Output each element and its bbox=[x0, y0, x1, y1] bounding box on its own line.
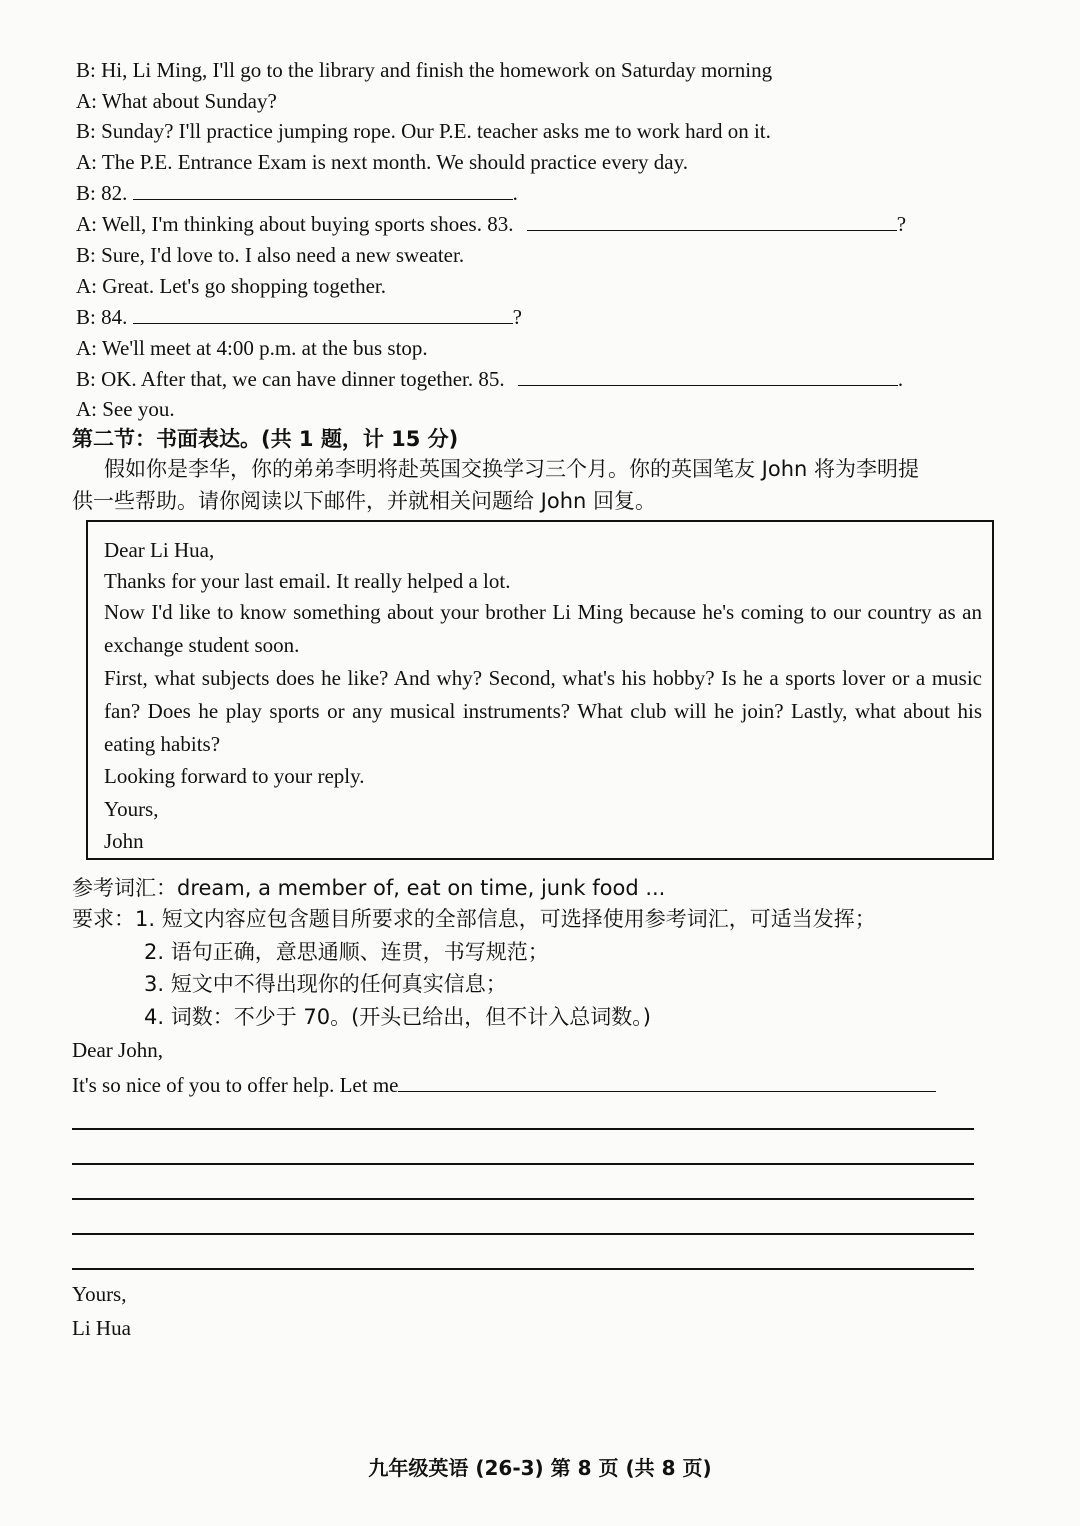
dialogue-text: See you. bbox=[102, 397, 175, 421]
speaker: B: bbox=[76, 58, 96, 82]
dialogue-text: What about Sunday? bbox=[101, 89, 277, 113]
dialogue-line-12 bbox=[76, 395, 175, 423]
speaker: A: bbox=[76, 397, 97, 421]
requirement-4: 4. 词数：不少于 70。(开头已给出，但不计入总词数。) bbox=[144, 1005, 651, 1029]
page-footer: 九年级英语 (26-3) 第 8 页 (共 8 页) bbox=[368, 1456, 712, 1480]
blank-end: . bbox=[897, 367, 904, 391]
dialogue-line-8 bbox=[76, 272, 386, 300]
writing-line-3[interactable] bbox=[72, 1198, 974, 1200]
dialogue-text: We'll meet at 4:00 p.m. at the bus stop. bbox=[101, 336, 428, 360]
writing-line-1[interactable] bbox=[72, 1128, 974, 1130]
dialogue-text: Great. Let's go shopping together. bbox=[102, 274, 386, 298]
dialogue-text: Hi, Li Ming, I'll go to the library and finish the homework on Saturday morning bbox=[101, 58, 773, 82]
blank-end: ? bbox=[896, 212, 907, 236]
dialogue-line-9 bbox=[76, 303, 522, 331]
requirement-3: 3. 短文中不得出现你的任何真实信息； bbox=[144, 972, 507, 996]
answer-blank-82[interactable] bbox=[133, 179, 513, 200]
dialogue-line-1 bbox=[76, 56, 772, 84]
answer-blank-84[interactable] bbox=[133, 303, 513, 324]
blank-end: ? bbox=[512, 305, 522, 329]
reply-greeting: Dear John, bbox=[72, 1038, 163, 1062]
requirement-2: 2. 语句正确，意思通顺、连贯，书写规范； bbox=[144, 940, 549, 964]
speaker: B: bbox=[76, 119, 96, 143]
reply-closing: Yours, bbox=[72, 1282, 127, 1306]
dialogue-text: Sure, I'd love to. I also need a new sweater. bbox=[101, 243, 465, 267]
email-line-1: Thanks for your last email. It really helped a lot. bbox=[104, 569, 511, 593]
answer-blank-83[interactable] bbox=[527, 210, 897, 231]
dialogue-text: Sunday? I'll practice jumping rope. Our P.E. teacher asks me to work hard on it. bbox=[101, 119, 771, 143]
section-intro-2: 供一些帮助。请你阅读以下邮件，并就相关问题给 John 回复。 bbox=[72, 489, 657, 513]
dialogue-text: The P.E. Entrance Exam is next month. We should practice every day. bbox=[101, 150, 689, 174]
reply-opening bbox=[72, 1071, 936, 1099]
answer-blank-85[interactable] bbox=[518, 365, 898, 386]
email-yours: Yours, bbox=[104, 797, 159, 821]
dialogue-text: 82. bbox=[101, 181, 128, 205]
section-title: 第二节：书面表达。(共 1 题，计 15 分) bbox=[72, 427, 459, 451]
dialogue-line-10 bbox=[76, 334, 428, 362]
speaker: A: bbox=[76, 274, 97, 298]
email-box bbox=[86, 520, 994, 860]
dialogue-line-5 bbox=[76, 179, 518, 207]
writing-line-4[interactable] bbox=[72, 1233, 974, 1235]
email-signature: John bbox=[104, 829, 144, 853]
dialogue-text: Well, I'm thinking about buying sports shoes. 83. bbox=[101, 212, 514, 236]
dialogue-text: OK. After that, we can have dinner together. 85. bbox=[101, 367, 505, 391]
dialogue-line-7 bbox=[76, 241, 464, 269]
dialogue-line-6 bbox=[76, 210, 906, 238]
speaker: B: bbox=[76, 181, 96, 205]
email-greeting: Dear Li Hua, bbox=[104, 538, 215, 562]
dialogue-text: 84. bbox=[101, 305, 128, 329]
dialogue-line-11 bbox=[76, 365, 903, 393]
speaker: B: bbox=[76, 367, 96, 391]
speaker: A: bbox=[76, 150, 97, 174]
email-closing: Looking forward to your reply. bbox=[104, 764, 365, 788]
speaker: A: bbox=[76, 89, 97, 113]
dialogue-line-3 bbox=[76, 117, 771, 145]
reference-vocab: 参考词汇：dream, a member of, eat on time, junk food ... bbox=[72, 876, 666, 900]
email-paragraph-2: First, what subjects does he like? And why? Second, what's his hobby? Is he a sports lover or a music fan? Does he play sports or any musical instruments? What club will he join? Lastly, what about his eating habits? bbox=[104, 666, 982, 756]
email-paragraph-1: Now I'd like to know something about your brother Li Ming because he's coming to our country as an exchange student soon. bbox=[104, 600, 982, 657]
blank-end: . bbox=[512, 181, 518, 205]
requirement-1: 要求：1. 短文内容应包含题目所要求的全部信息，可选择使用参考词汇，可适当发挥； bbox=[72, 907, 876, 931]
reply-signature: Li Hua bbox=[72, 1316, 131, 1340]
speaker: A: bbox=[76, 212, 97, 236]
writing-line-2[interactable] bbox=[72, 1163, 974, 1165]
dialogue-line-4 bbox=[76, 148, 688, 176]
reply-opening-text: It's so nice of you to offer help. Let me bbox=[72, 1073, 399, 1097]
dialogue-line-2 bbox=[76, 87, 277, 115]
speaker: B: bbox=[76, 243, 96, 267]
section-intro-1: 假如你是李华，你的弟弟李明将赴英国交换学习三个月。你的英国笔友 John 将为李明提 bbox=[104, 457, 920, 481]
writing-line-5[interactable] bbox=[72, 1268, 974, 1270]
speaker: B: bbox=[76, 305, 96, 329]
speaker: A: bbox=[76, 336, 97, 360]
writing-blank-first[interactable] bbox=[398, 1071, 936, 1092]
